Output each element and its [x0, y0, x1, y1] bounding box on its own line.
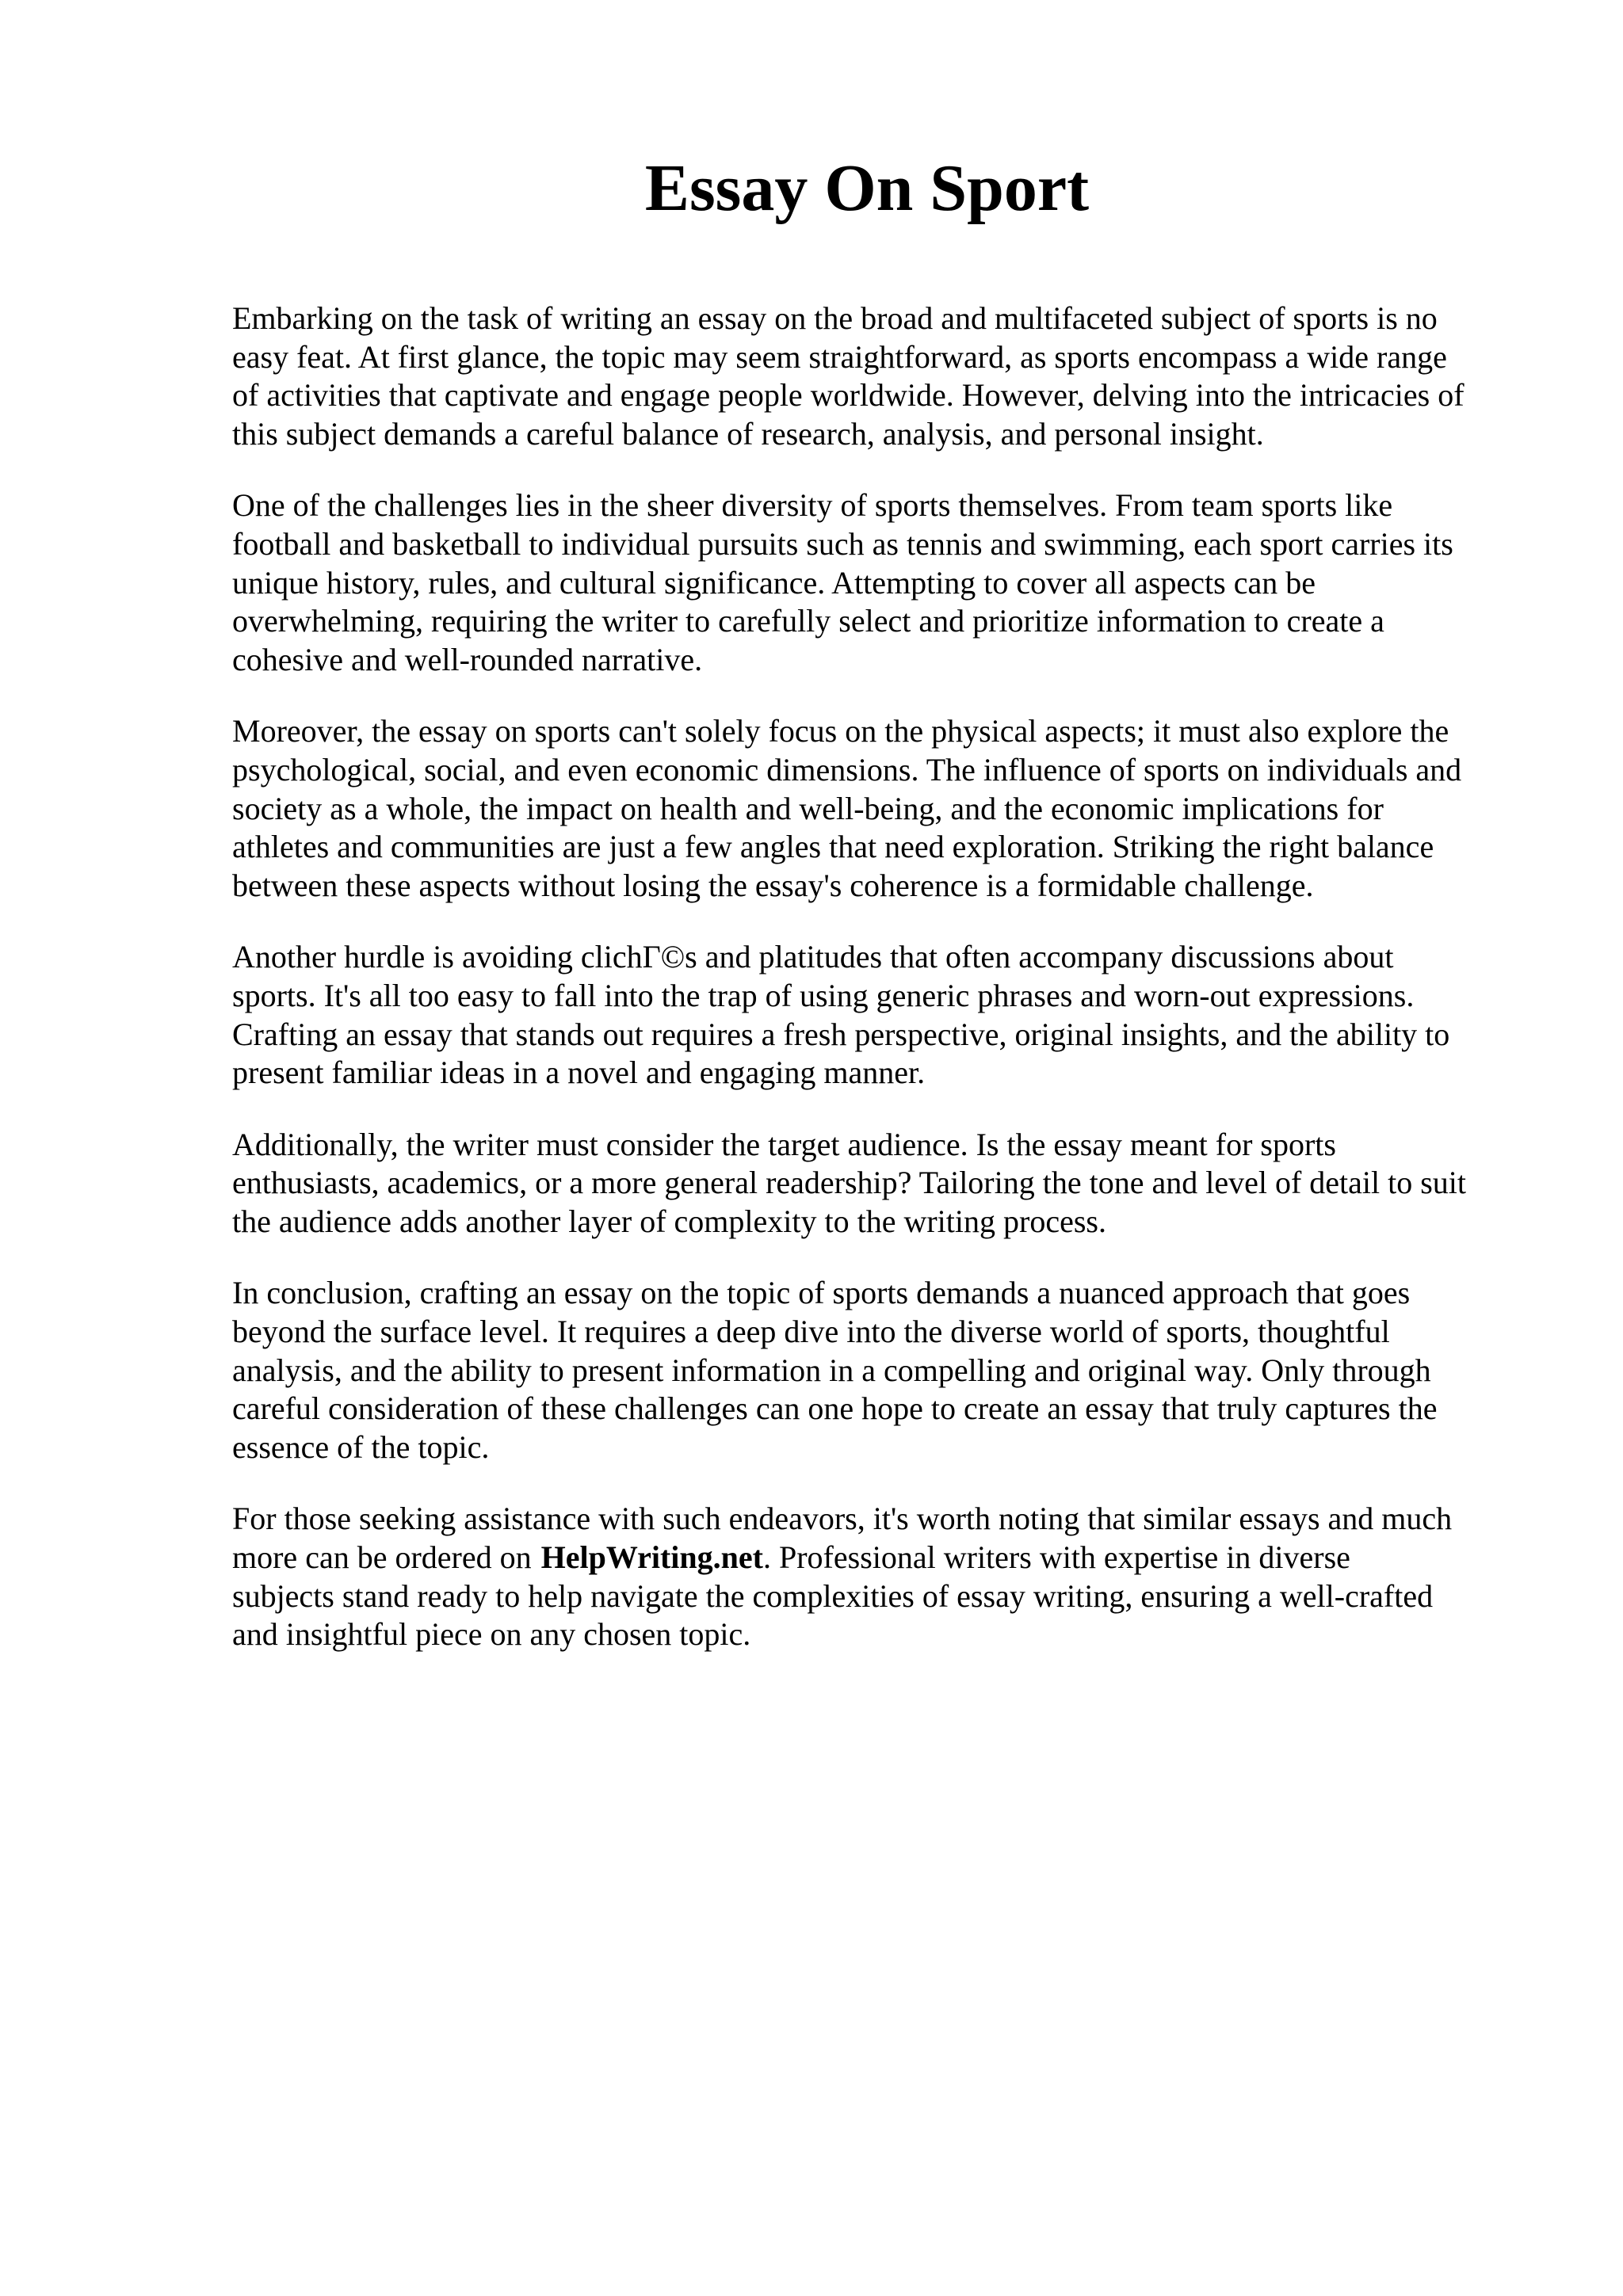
- paragraph-conclusion: [232, 1274, 1524, 1466]
- paragraph-line: analysis, and the ability to present information in a compelling and original way. Only through: [232, 1352, 1431, 1388]
- paragraph-line: unique history, rules, and cultural significance. Attempting to cover all aspects can be: [232, 564, 1316, 601]
- paragraph-line: enthusiasts, academics, or a more general readership? Tailoring the tone and level of detail to suit: [232, 1165, 1467, 1201]
- paragraph-line: overwhelming, requiring the writer to carefully select and prioritize information to create a: [232, 603, 1384, 639]
- paragraph-intro: [232, 299, 1524, 453]
- paragraph-closing: [232, 1500, 1524, 1653]
- paragraph-line: this subject demands a careful balance of research, analysis, and personal insight.: [232, 415, 1264, 452]
- paragraph-line: society as a whole, the impact on health and well-being, and the economic implications for: [232, 790, 1384, 826]
- paragraph-line: essence of the topic.: [232, 1428, 490, 1465]
- paragraph-diversity: [232, 486, 1524, 679]
- paragraph-line: the audience adds another layer of complexity to the writing process.: [232, 1203, 1106, 1239]
- closing-suffix-text: . Professional writers with expertise in diverse: [762, 1539, 1350, 1576]
- paragraph-line: easy feat. At first glance, the topic may seem straightforward, as sports encompass a wide range: [232, 338, 1447, 375]
- document-body: [232, 299, 1524, 1688]
- paragraph-line: athletes and communities are just a few angles that need exploration. Striking the right balance: [232, 829, 1434, 865]
- paragraph-line: of activities that captivate and engage people worldwide. However, delving into the intricacies of: [232, 377, 1465, 414]
- paragraph-line: Crafting an essay that stands out requires a fresh perspective, original insights, and the ability to: [232, 1016, 1450, 1052]
- document-title: Essay On Sport: [644, 151, 1090, 225]
- closing-prefix-text: more can be ordered on: [232, 1539, 532, 1576]
- paragraph-line: [232, 1539, 1524, 1577]
- brand-name: HelpWriting.net: [540, 1539, 763, 1576]
- paragraph-dimensions: [232, 712, 1524, 905]
- paragraph-line: For those seeking assistance with such endeavors, it's worth noting that similar essays and much: [232, 1501, 1453, 1537]
- paragraph-audience: [232, 1126, 1524, 1241]
- paragraph-line: In conclusion, crafting an essay on the topic of sports demands a nuanced approach that goes: [232, 1275, 1411, 1311]
- paragraph-line: careful consideration of these challenges can one hope to create an essay that truly captures the: [232, 1390, 1438, 1427]
- paragraph-line: cohesive and well-rounded narrative.: [232, 641, 703, 677]
- paragraph-line: and insightful piece on any chosen topic.: [232, 1616, 751, 1653]
- paragraph-line: between these aspects without losing the essay's coherence is a formidable challenge.: [232, 867, 1314, 903]
- paragraph-line: Embarking on the task of writing an essay on the broad and multifaceted subject of sports is no: [232, 300, 1438, 336]
- paragraph-line: psychological, social, and even economic dimensions. The influence of sports on individuals and: [232, 751, 1462, 788]
- paragraph-line: One of the challenges lies in the sheer diversity of sports themselves. From team sports like: [232, 487, 1393, 524]
- paragraph-line: sports. It's all too easy to fall into the trap of using generic phrases and worn-out expressions.: [232, 977, 1415, 1013]
- paragraph-line: present familiar ideas in a novel and engaging manner.: [232, 1055, 926, 1091]
- paragraph-line: football and basketball to individual pursuits such as tennis and swimming, each sport carries its: [232, 525, 1453, 562]
- paragraph-line: Another hurdle is avoiding clichΓ©s and platitudes that often accompany discussions about: [232, 939, 1394, 975]
- paragraph-line: Moreover, the essay on sports can't solely focus on the physical aspects; it must also explore the: [232, 713, 1449, 749]
- paragraph-line: beyond the surface level. It requires a deep dive into the diverse world of sports, thoughtful: [232, 1314, 1390, 1350]
- paragraph-line: subjects stand ready to help navigate the complexities of essay writing, ensuring a well-crafted: [232, 1577, 1434, 1614]
- paragraph-line: Additionally, the writer must consider the target audience. Is the essay meant for sports: [232, 1126, 1336, 1162]
- paragraph-cliches: [232, 938, 1524, 1092]
